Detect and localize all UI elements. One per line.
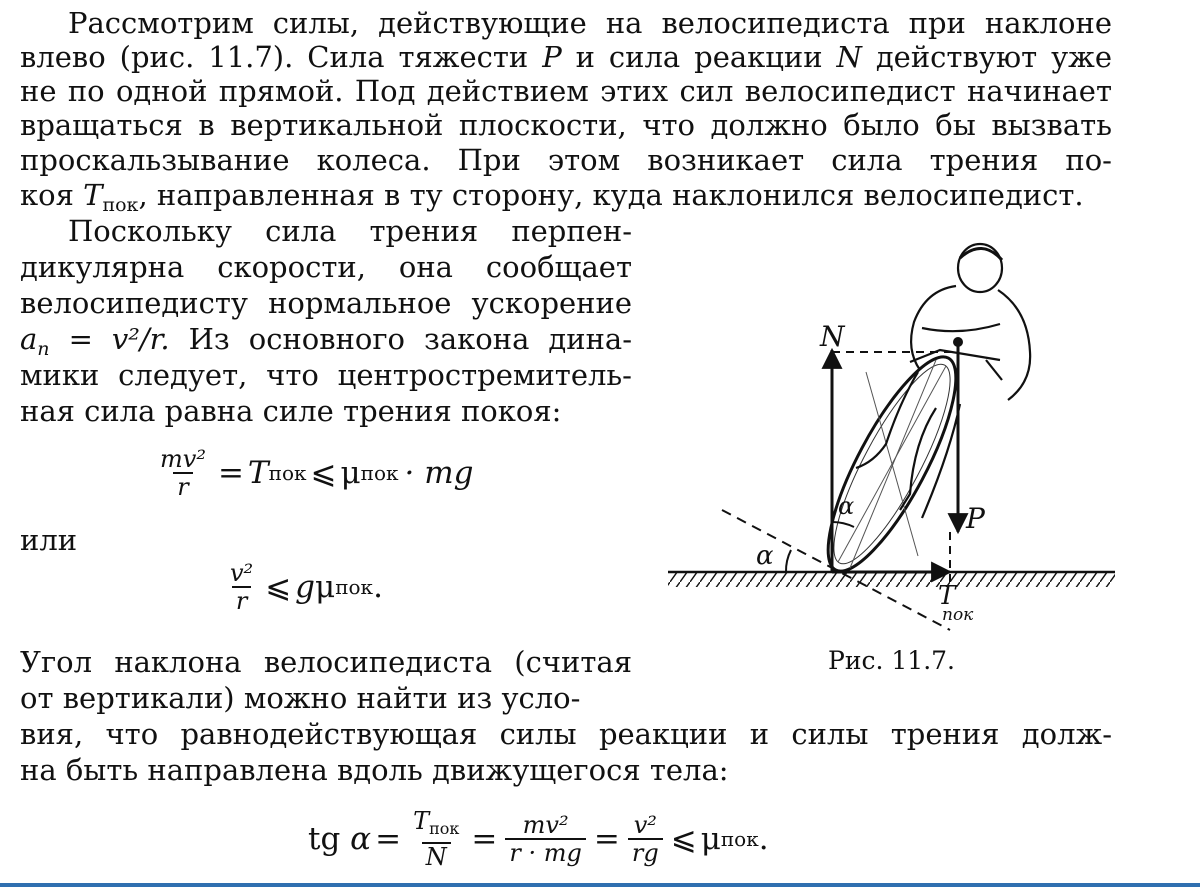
- label-alpha-wheel: α: [838, 492, 855, 520]
- p2-line-4: $a_n = v^2/r$. Из основного закона дина-: [20, 322, 632, 360]
- figure-caption: Рис. 11.7.: [828, 646, 955, 675]
- label-alpha-ground: α: [756, 541, 774, 571]
- connector-or: или: [20, 523, 78, 557]
- formula-inequality: $\frac{\text{v²}}{r}$ ⩽ g μ пок .: [222, 560, 383, 614]
- formula-centripetal: $\frac{\text{mv²}}{r}$ = T пок ⩽ μ пок · mg: [152, 446, 473, 500]
- p3-line-4: на быть направлена вдоль движущегося тела:: [20, 753, 729, 787]
- p1-line-1: Рассмотрим силы, действующие на велосипедиста при наклоне: [68, 6, 1112, 40]
- ground-hatching: [668, 572, 1115, 587]
- angle-arc-ground: [786, 550, 791, 572]
- bottom-border: [0, 883, 1200, 887]
- p1-line-5: проскальзывание колеса. При этом возникает сила трения по-: [20, 143, 1112, 177]
- angle-arc-wheel: [832, 522, 854, 527]
- cyclist-figure: [856, 244, 1030, 518]
- formula-tangent: tg α = $\frac{T_{пок}}{N}$ = $\frac{\text{mv²}}{r \cdot mg}$ = $\frac{\text{v²}}{rg}$ ⩽ μ пок .: [308, 807, 769, 871]
- fraction-T-N: $\frac{T_{пок}}{N}$: [413, 807, 460, 871]
- label-P: P: [966, 502, 985, 535]
- p1-line-4: вращаться в вертикальной плоскости, что должно было бы вызвать: [20, 108, 1112, 142]
- p1-line-6: коя $T_{пок}$, направленная в ту сторону, куда наклонился велосипедист.: [20, 178, 1084, 216]
- fraction-mv2-r: $\frac{\text{mv²}}{r}$: [160, 445, 206, 501]
- fraction-v2-rg: $\frac{\text{v²}}{rg}$: [628, 812, 663, 866]
- p2-line-6: ная сила равна силе трения покоя:: [20, 394, 562, 428]
- center-of-mass-dot: [953, 337, 963, 347]
- label-N: N: [820, 320, 845, 353]
- p1-line-3: не по одной прямой. Под действием этих сил велосипедист начинает: [20, 74, 1112, 108]
- figure-cyclist-forces: [660, 232, 1120, 642]
- p3-line-1: Угол наклона велосипедиста (считая: [20, 645, 632, 679]
- fraction-v2-r: $\frac{\text{v²}}{r}$: [230, 559, 254, 615]
- p1-line-2: влево (рис. 11.7). Сила тяжести P и сила реакции N действуют уже: [20, 40, 1112, 74]
- label-T-sub: пок: [942, 605, 974, 625]
- fraction-mv2-rmg: $\frac{\text{mv²}}{r \cdot mg}$: [505, 812, 585, 866]
- label-T: T: [938, 581, 956, 611]
- p2-line-3: велосипедисту нормальное ускорение: [20, 286, 632, 320]
- p2-line-5: мики следует, что центростремитель-: [20, 358, 632, 392]
- p2-line-1: Поскольку сила трения перпен-: [68, 214, 632, 248]
- p2-line-2: дикулярна скорости, она сообщает: [20, 250, 632, 284]
- p3-line-3: вия, что равнодействующая силы реакции и силы трения долж-: [20, 717, 1112, 751]
- p3-line-2: от вертикали) можно найти из усло-: [20, 681, 581, 715]
